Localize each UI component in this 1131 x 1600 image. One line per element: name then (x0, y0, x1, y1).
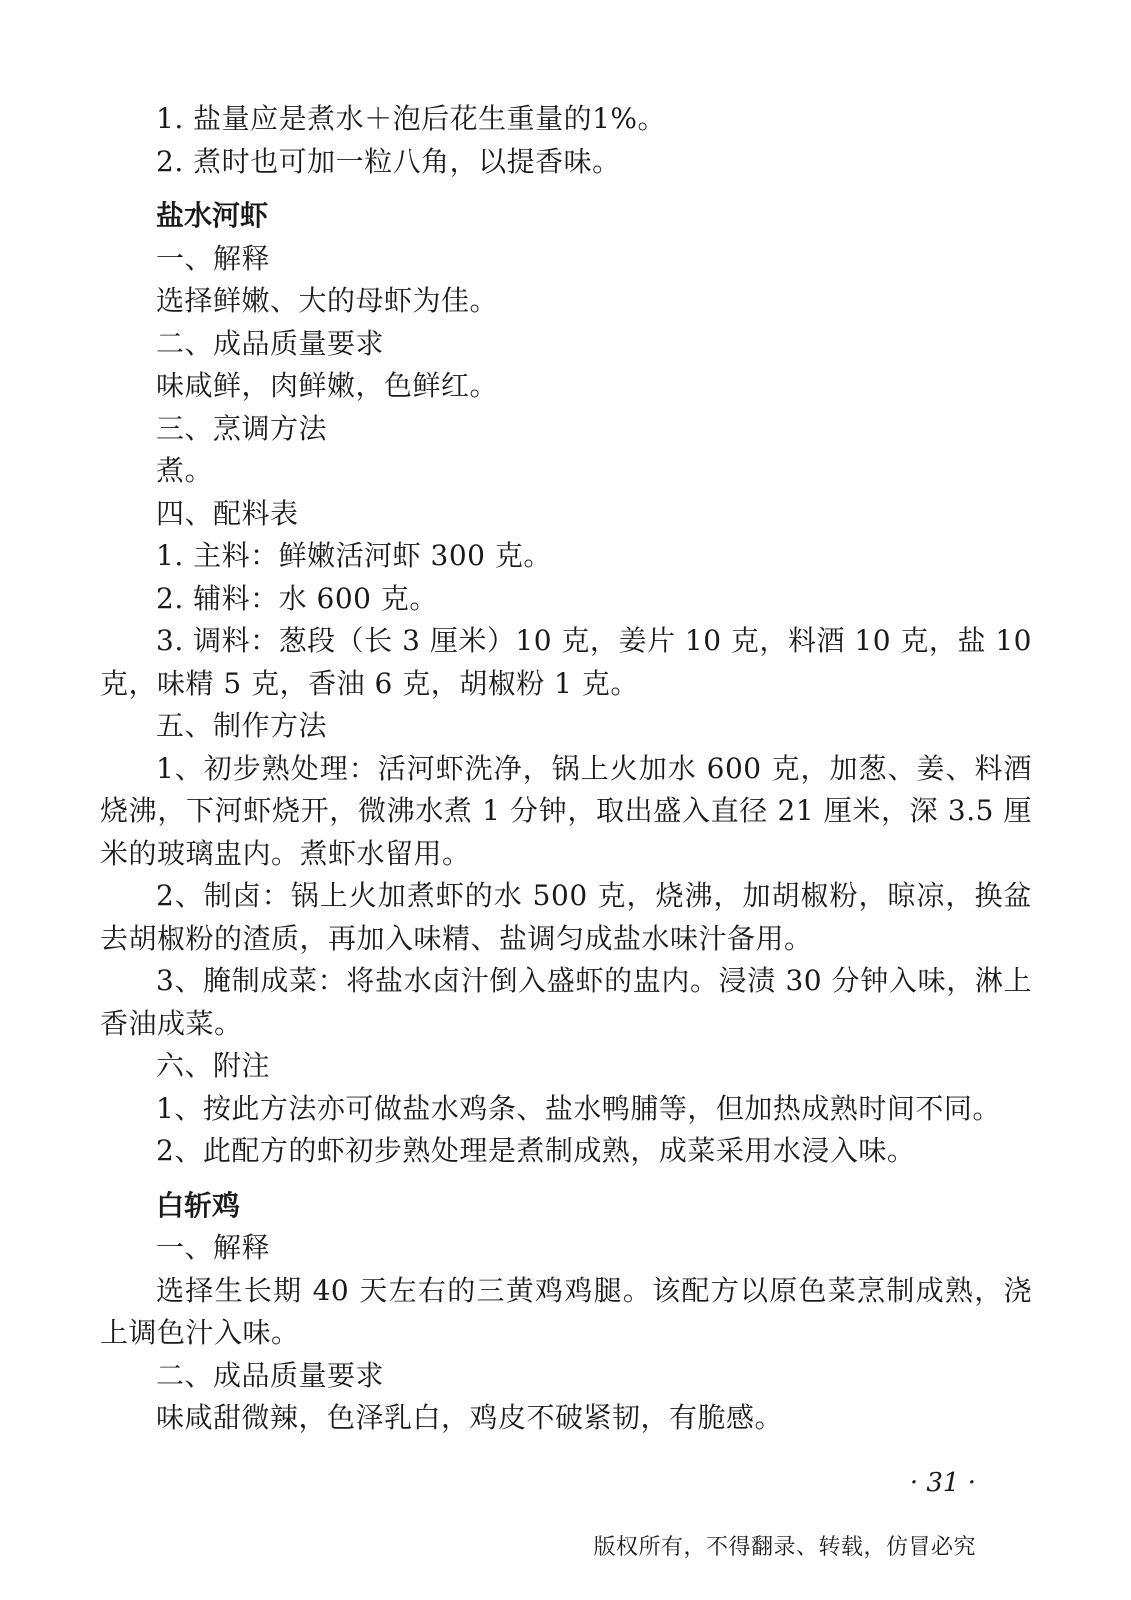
method-step: 1、初步熟处理：活河虾洗净，锅上火加水 600 克，加葱、姜、料酒烧沸，下河虾烧开，微沸水煮 1 分钟，取出盛入直径 21 厘米，深 3.5 厘米的玻璃盅内。煮虾水留用。 (100, 751, 1032, 870)
recipe-title: 盐水河虾 (156, 199, 269, 232)
note-item: 1、按此方法亦可做盐水鸡条、盐水鸭脯等，但加热成熟时间不同。 (156, 1091, 1001, 1125)
section-heading: 三、烹调方法 (156, 411, 328, 445)
copyright-notice: 版权所有，不得翻录、转载，仿冒必究 (593, 1535, 976, 1560)
section-text: 选择生长期 40 天左右的三黄鸡鸡腿。该配方以原色菜烹制成熟，浇上调色汁入味。 (100, 1273, 1032, 1349)
page-number: · 31 · (909, 1468, 976, 1498)
section-heading: 四、配料表 (156, 496, 299, 530)
note-item: 2、此配方的虾初步熟处理是煮制成熟，成菜采用水浸入味。 (156, 1134, 916, 1167)
section-heading: 五、制作方法 (156, 709, 328, 742)
section-heading: 一、解释 (156, 241, 271, 275)
method-step: 2、制卤：锅上火加煮虾的水 500 克，烧沸，加胡椒粉，晾凉，换盆去胡椒粉的渣质，再加入味精、盐调匀成盐水味汁备用。 (100, 879, 1032, 955)
section-text: 煮。 (156, 454, 214, 487)
section-text: 味咸鲜，肉鲜嫩，色鲜红。 (156, 369, 499, 402)
note-line: 2. 煮时也可加一粒八角，以提香味。 (156, 144, 621, 178)
section-heading: 六、附注 (156, 1049, 271, 1082)
recipe-title: 白斩鸡 (156, 1188, 241, 1222)
section-heading: 二、成品质量要求 (156, 1358, 385, 1392)
note-line: 1. 盐量应是煮水＋泡后花生重量的1%。 (156, 102, 667, 135)
ingredient-item: 1. 主料：鲜嫩活河虾 300 克。 (156, 539, 552, 572)
ingredient-item: 3. 调料：葱段（长 3 厘米）10 克，姜片 10 克，料酒 10 克，盐 10 克，味精 5 克，香油 6 克，胡椒粉 1 克。 (100, 624, 1032, 700)
ingredient-item: 2. 辅料：水 600 克。 (156, 581, 438, 615)
section-text: 味咸甜微辣，色泽乳白，鸡皮不破紧韧，有脆感。 (156, 1401, 784, 1434)
method-step: 3、腌制成菜：将盐水卤汁倒入盛虾的盅内。浸渍 30 分钟入味，淋上香油成菜。 (100, 964, 1032, 1040)
page-body (100, 98, 1032, 1440)
section-heading: 二、成品质量要求 (156, 326, 385, 360)
section-text: 选择鲜嫩、大的母虾为佳。 (156, 284, 499, 317)
section-heading: 一、解释 (156, 1231, 271, 1264)
